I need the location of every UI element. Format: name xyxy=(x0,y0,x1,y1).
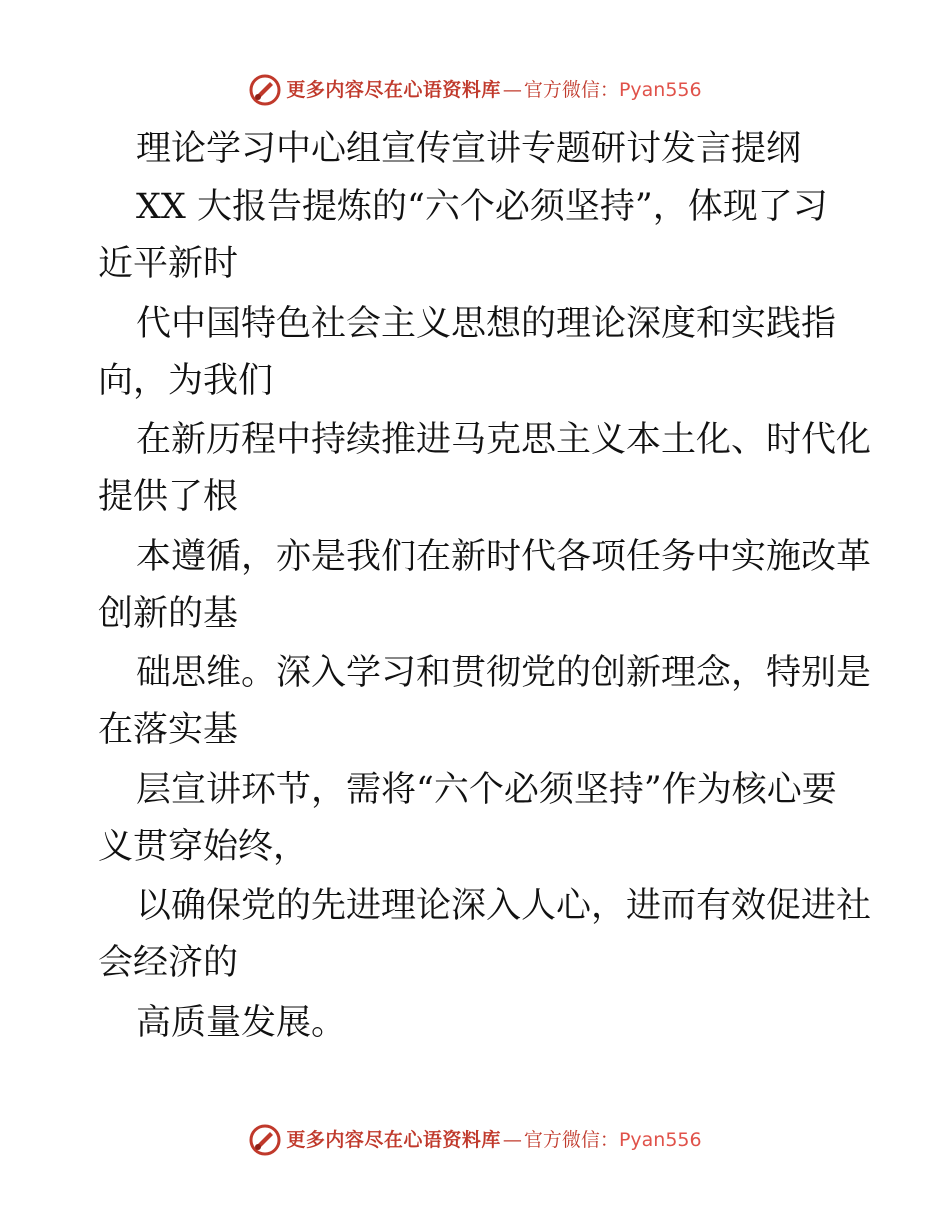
paragraph-line: 在新历程中持续推进马克思主义本土化、时代化 xyxy=(136,420,872,460)
paragraph-line: XX 大报告提炼的“六个必须坚持”，体现了习 xyxy=(136,187,828,227)
paragraph-line: 会经济的 xyxy=(98,943,239,983)
paragraph-line: 高质量发展。 xyxy=(136,1003,347,1043)
banner-main-text: 更多内容尽在心语资料库 xyxy=(286,1128,501,1151)
banner-wechat-id: Pyan556 xyxy=(618,78,702,101)
paragraph-line: 层宣讲环节，需将“六个必须坚持”作为核心要 xyxy=(136,770,837,810)
logo-icon xyxy=(248,1123,282,1157)
paragraph-line: 本遵循，亦是我们在新时代各项任务中实施改革 xyxy=(136,537,872,577)
paragraph-line: 创新的基 xyxy=(98,594,239,634)
paragraph-line: 以确保党的先进理论深入人心，进而有效促进社 xyxy=(136,886,872,926)
document-title: 理论学习中心组宣传宣讲专题研讨发言提纲 xyxy=(136,129,802,169)
paragraph-line: 在落实基 xyxy=(98,710,239,750)
banner-wechat-id: Pyan556 xyxy=(618,1128,702,1151)
logo-icon xyxy=(248,73,282,107)
paragraph-line: 代中国特色社会主义思想的理论深度和实践指 xyxy=(136,304,837,344)
footer-banner xyxy=(0,1120,950,1160)
header-banner xyxy=(0,70,950,110)
paragraph-line: 近平新时 xyxy=(98,244,239,284)
banner-separator: — xyxy=(502,1128,522,1151)
banner-wechat-label: 官方微信： xyxy=(523,78,619,101)
banner-wechat-label: 官方微信： xyxy=(523,1128,619,1151)
paragraph-line: 义贯穿始终， xyxy=(98,827,309,867)
paragraph-line: 向，为我们 xyxy=(98,361,274,401)
paragraph-line: 提供了根 xyxy=(98,477,239,517)
banner-separator: — xyxy=(502,78,522,101)
banner-main-text: 更多内容尽在心语资料库 xyxy=(286,78,501,101)
paragraph-line: 础思维。深入学习和贯彻党的创新理念，特别是 xyxy=(136,653,872,693)
